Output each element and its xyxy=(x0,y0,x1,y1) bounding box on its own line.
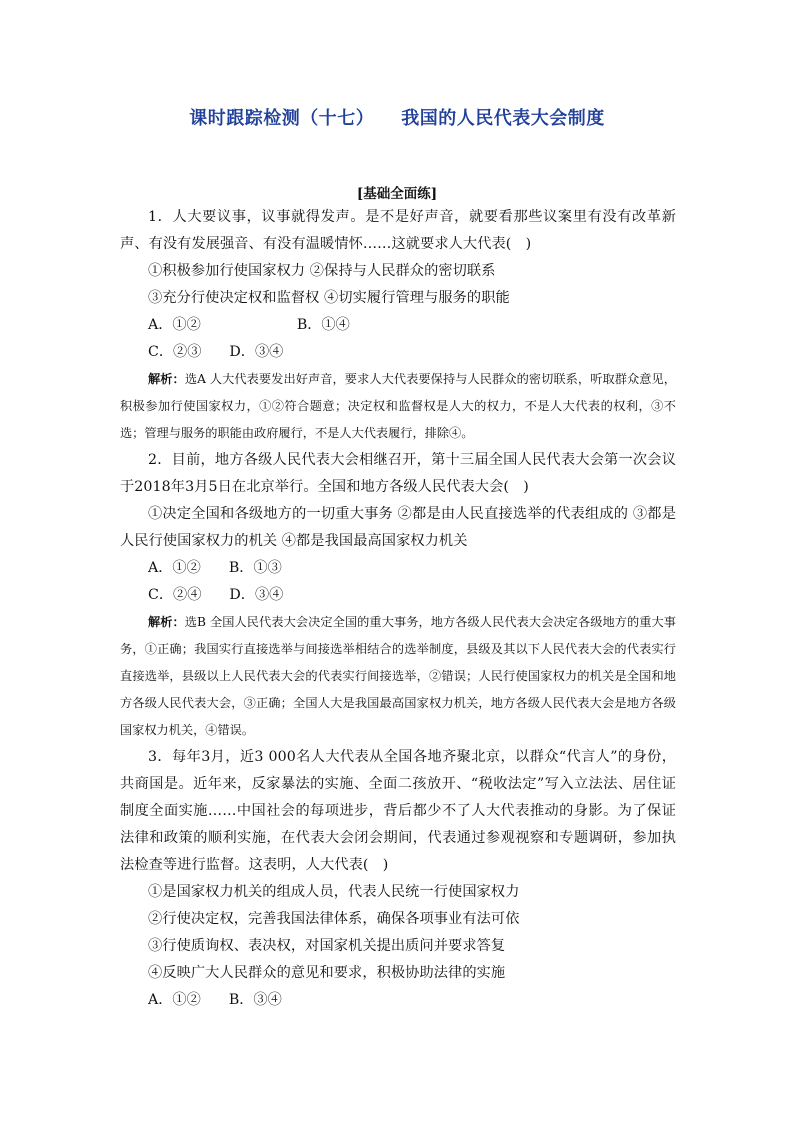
question-3-option-a[interactable]: A．①② xyxy=(148,992,201,1008)
question-3-statement-3: ③行使质询权、表决权，对国家机关提出质问并要求答复 xyxy=(148,938,506,954)
question-1-option-b[interactable]: B．①④ xyxy=(296,317,350,333)
question-2-option-d[interactable]: D．③④ xyxy=(229,587,284,603)
question-1-statement-2: ③充分行使决定权和监督权 ④切实履行管理与服务的职能 xyxy=(148,290,510,306)
question-1-statement-1: ①积极参加行使国家权力 ②保持与人民群众的密切联系 xyxy=(148,263,496,279)
section-heading: [基础全面练] xyxy=(356,186,438,202)
question-3-statement-2: ②行使决定权，完善我国法律体系，确保各项事业有法可依 xyxy=(148,911,520,927)
question-1-option-a[interactable]: A．①② xyxy=(148,317,201,333)
question-1-option-c[interactable]: C．②③ xyxy=(148,344,202,360)
question-1-options-ab xyxy=(120,312,676,339)
question-2-analysis xyxy=(120,609,676,744)
question-1-option-d[interactable]: D．③④ xyxy=(229,344,284,360)
analysis-label: 解析： xyxy=(148,615,185,629)
question-2-option-a[interactable]: A．①② xyxy=(148,560,201,576)
question-2-option-b[interactable]: B．①③ xyxy=(228,560,282,576)
question-3-option-b[interactable]: B．③④ xyxy=(228,992,282,1008)
question-1-options-cd xyxy=(120,339,676,366)
question-2-stem: 2．目前，地方各级人民代表大会相继召开，第十三届全国人民代表大会第一次会议于2018年3月5日在北京举行。全国和地方各级人民代表大会( ) xyxy=(120,452,676,495)
question-2-options-cd xyxy=(120,582,676,609)
page-title: 课时跟踪检测（十七） 我国的人民代表大会制度 xyxy=(189,108,605,129)
question-3-options-ab xyxy=(120,987,676,1014)
question-3-statement-1: ①是国家权力机关的组成人员，代表人民统一行使国家权力 xyxy=(148,884,520,900)
question-2-option-c[interactable]: C．②④ xyxy=(148,587,202,603)
question-2-analysis-text: 选B 全国人民代表大会决定全国的重大事务，地方各级人民代表大会决定各级地方的重大事务，①正确；我国实行直接选举与间接选举相结合的选举制度，县级及其以下人民代表大会的代表实行直接选举，县级以上人民代表大会的代表实行间接选举，②错误；人民行使国家权力的机关是全国和地方各级人民代表大会，③正确；全国人大是我国最高国家权力机关，地方各级人民代表大会是地方各级国家权力机关，④错误。 xyxy=(120,615,676,737)
analysis-label: 解析： xyxy=(148,372,185,386)
question-2-options-ab xyxy=(120,555,676,582)
question-3-statement-4: ④反映广大人民群众的意见和要求，积极协助法律的实施 xyxy=(148,965,506,981)
question-2-statements: ①决定全国和各级地方的一切重大事务 ②都是由人民直接选举的代表组成的 ③都是人民行使国家权力的机关 ④都是我国最高国家权力机关 xyxy=(120,506,676,549)
question-1-analysis xyxy=(120,366,676,447)
question-list xyxy=(120,204,676,1014)
question-3-stem: 3．每年3月，近3 000名人大代表从全国各地齐聚北京，以群众“代言人”的身份，共商国是。近年来，反家暴法的实施、全面二孩放开、“税收法定”写入立法法、居住证制度全面实施……中国社会的每项进步，背后都少不了人大代表推动的身影。为了保证法律和政策的顺利实施，在代表大会闭会期间，代表通过参观视察和专题调研，参加执法检查等进行监督。这表明，人大代表( ) xyxy=(120,749,676,873)
question-1-analysis-text: 选A 人大代表要发出好声音，要求人大代表要保持与人民群众的密切联系，听取群众意见，积极参加行使国家权力，①②符合题意；决定权和监督权是人大的权力，不是人大代表的权利，③不选；管理与服务的职能由政府履行，不是人大代表履行，排除④。 xyxy=(120,372,676,440)
question-1-stem: 1．人大要议事，议事就得发声。是不是好声音，就要看那些议案里有没有改革新声、有没有发展强音、有没有温暖情怀……这就要求人大代表( ) xyxy=(120,209,676,252)
